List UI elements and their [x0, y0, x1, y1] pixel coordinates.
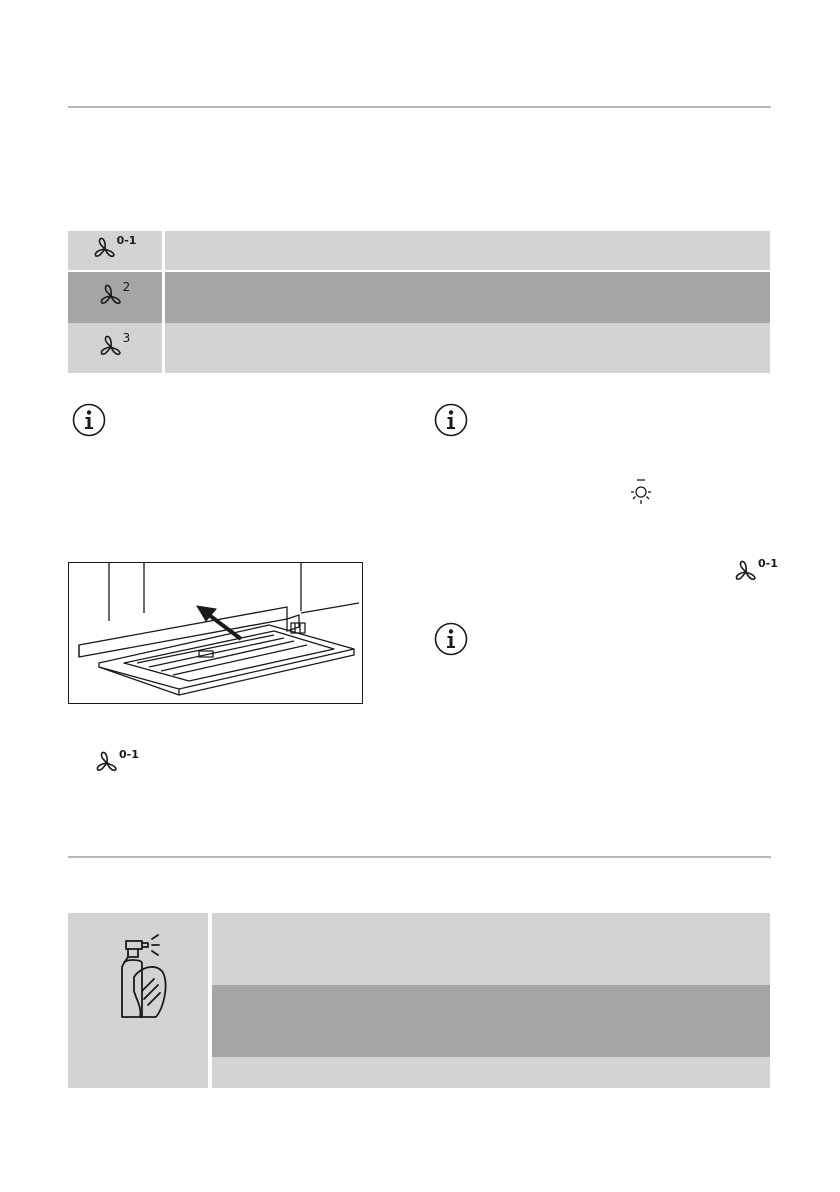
table-row	[68, 323, 770, 373]
care-row	[212, 985, 770, 1057]
fan-level-cell	[68, 231, 162, 270]
section-divider-bottom	[68, 856, 771, 858]
info-icon	[434, 403, 468, 437]
table-row	[68, 272, 770, 323]
fan-icon	[735, 557, 778, 582]
fan-icon	[94, 234, 137, 259]
table-row	[68, 231, 770, 270]
section-divider-top	[68, 106, 771, 108]
fan-level-label: 0-1	[119, 748, 139, 761]
cleaning-icon-cell	[68, 913, 208, 1088]
fan-icon	[100, 280, 131, 306]
care-row	[212, 913, 770, 985]
cleaning-care-table	[68, 913, 770, 1088]
cooker-hood-illustration	[68, 562, 363, 704]
fan-level-cell	[68, 272, 162, 323]
care-row	[212, 1057, 770, 1088]
fan-level-description	[165, 272, 770, 323]
fan-level-label: 3	[122, 330, 131, 345]
fan-level-cell	[68, 323, 162, 373]
fan-level-label: 2	[122, 280, 131, 294]
fan-level-label: 0-1	[116, 234, 137, 247]
lightbulb-icon	[628, 478, 654, 506]
spray-and-cloth-icon	[112, 933, 182, 1023]
info-icon	[434, 622, 468, 656]
fan-icon	[100, 330, 131, 357]
fan-level-description	[165, 323, 770, 373]
fan-icon	[96, 748, 139, 773]
fan-level-label: 0-1	[758, 557, 778, 570]
fan-speed-table	[68, 231, 770, 373]
info-icon	[72, 403, 106, 437]
fan-level-description	[165, 231, 770, 270]
